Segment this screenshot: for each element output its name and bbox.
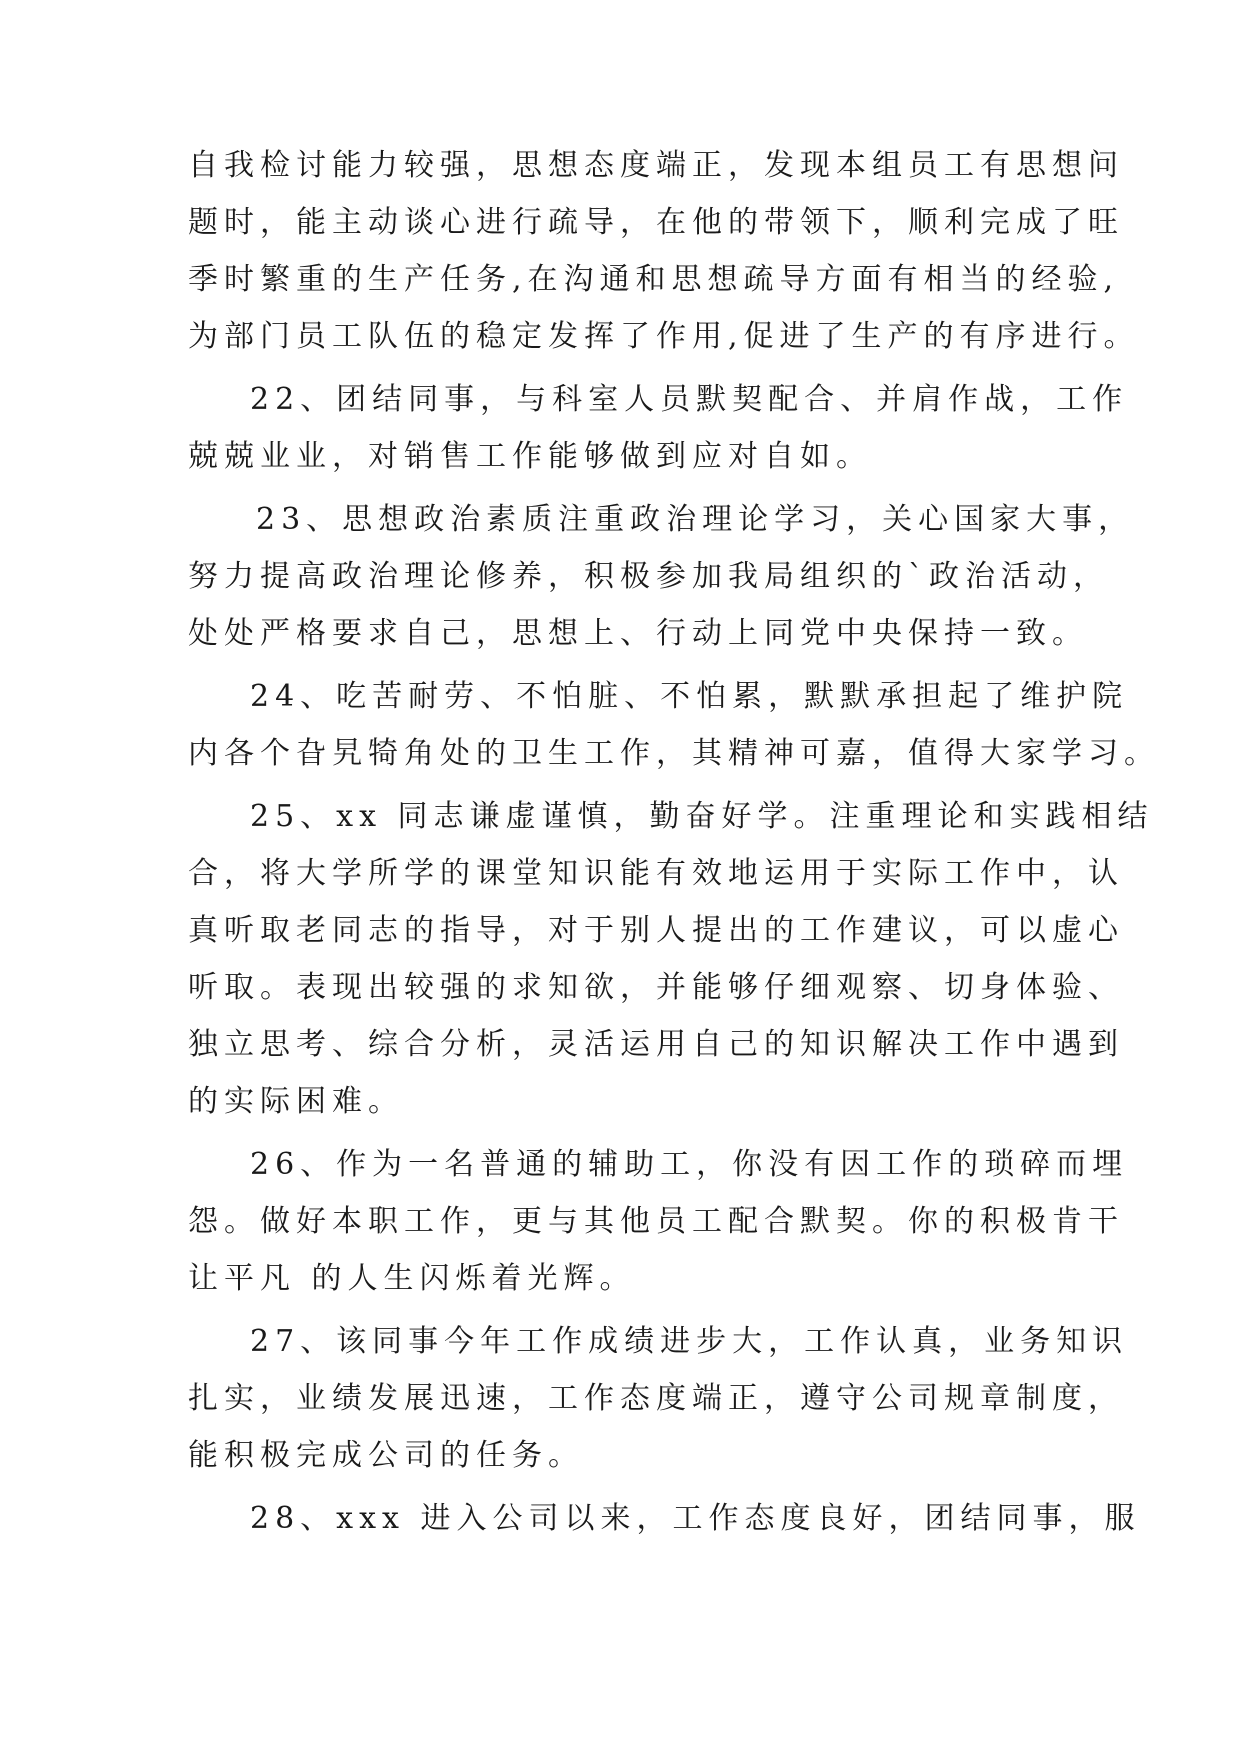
text-line-1: 自我检讨能力较强，思想态度端正，发现本组员工有思想问 [188,148,1124,183]
paragraph-22-line-1: 22、团结同事，与科室人员默契配合、并肩作战，工作 [250,382,1129,417]
paragraph-27-line-1: 27、该同事今年工作成绩进步大，工作认真，业务知识 [250,1324,1129,1359]
paragraph-26-line-1: 26、作为一名普通的辅助工，你没有因工作的琐碎而埋 [250,1147,1129,1182]
paragraph-27-line-3: 能积极完成公司的任务。 [188,1438,584,1473]
paragraph-23-line-2: 努力提高政治理论修养，积极参加我局组织的`政治活动， [188,559,1109,594]
paragraph-27-line-2: 扎实，业绩发展迅速，工作态度端正，遵守公司规章制度， [188,1381,1124,1416]
paragraph-25-line-6: 的实际困难。 [188,1084,404,1119]
text-line-3: 季时繁重的生产任务,在沟通和思想疏导方面有相当的经验, [188,262,1120,297]
paragraph-22-line-2: 兢兢业业，对销售工作能够做到应对自如。 [188,439,872,474]
paragraph-25-line-4: 听取。表现出较强的求知欲，并能够仔细观察、切身体验、 [188,970,1124,1005]
paragraph-28-line-1: 28、xxx 进入公司以来，工作态度良好，团结同事，服 [250,1501,1141,1536]
paragraph-25-line-2: 合，将大学所学的课堂知识能有效地运用于实际工作中，认 [188,856,1124,891]
paragraph-24-line-2: 内各个旮旯犄角处的卫生工作，其精神可嘉，值得大家学习。 [188,736,1160,771]
paragraph-26-line-3: 让平凡 的人生闪烁着光辉。 [188,1261,636,1296]
paragraph-25-line-1: 25、xx 同志谦虚谨慎，勤奋好学。注重理论和实践相结 [250,799,1154,834]
paragraph-25-line-5: 独立思考、综合分析，灵活运用自己的知识解决工作中遇到 [188,1027,1124,1062]
paragraph-26-line-2: 怨。做好本职工作，更与其他员工配合默契。你的积极肯干 [188,1204,1124,1239]
paragraph-23-line-3: 处处严格要求自己，思想上、行动上同党中央保持一致。 [188,616,1088,651]
paragraph-23-line-1: 23、思想政治素质注重政治理论学习，关心国家大事， [256,502,1135,537]
paragraph-25-line-3: 真听取老同志的指导，对于别人提出的工作建议，可以虚心 [188,913,1124,948]
text-line-2: 题时，能主动谈心进行疏导，在他的带领下，顺利完成了旺 [188,205,1124,240]
text-line-4: 为部门员工队伍的稳定发挥了作用,促进了生产的有序进行。 [188,319,1140,354]
paragraph-24-line-1: 24、吃苦耐劳、不怕脏、不怕累，默默承担起了维护院 [250,679,1129,714]
